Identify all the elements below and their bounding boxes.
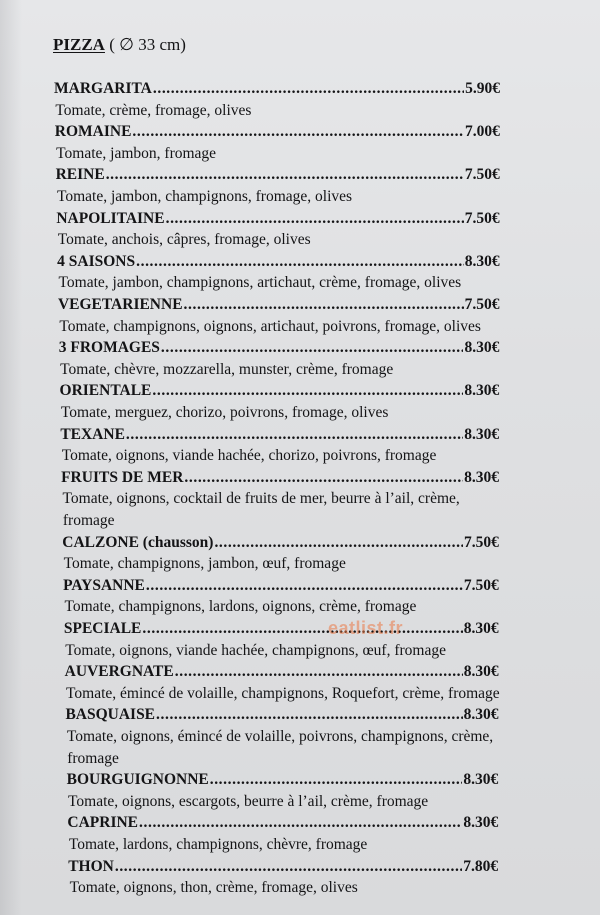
menu-item-romaine — [55, 121, 500, 143]
dot-leader — [184, 294, 464, 316]
item-name: NAPOLITAINE — [56, 209, 165, 227]
item-description: fromage — [62, 512, 115, 529]
item-price: 7.80€ — [463, 857, 499, 875]
item-description: Tomate, jambon, champignons, artichaut, crème, fromage, olives — [58, 274, 462, 292]
dot-leader — [153, 78, 464, 100]
item-name: REINE — [55, 166, 105, 184]
menu-item-caprine — [67, 812, 498, 834]
item-name: BOURGUIGNONNE — [66, 771, 209, 789]
menu-item-vegetarienne — [58, 294, 500, 316]
item-name: TEXANE — [60, 425, 125, 443]
dot-leader — [152, 380, 463, 402]
menu-item-margarita — [54, 78, 500, 100]
item-name: ROMAINE — [54, 123, 132, 141]
dot-leader — [146, 575, 463, 597]
item-description: Tomate, crème, fromage, olives — [55, 101, 252, 119]
item-description: Tomate, lardons, champignons, chèvre, fromage — [68, 836, 368, 853]
item-price: 8.30€ — [464, 425, 500, 443]
menu-item-calzone-chausson — [62, 532, 499, 554]
item-price: 8.30€ — [464, 468, 500, 486]
section-header — [53, 34, 186, 56]
menu-item-3-fromages — [59, 337, 500, 359]
item-price: 7.00€ — [465, 123, 500, 141]
item-price: 7.50€ — [464, 166, 500, 184]
item-name: SPECIALE — [63, 620, 142, 637]
dot-leader — [136, 251, 464, 273]
item-description: Tomate, oignons, viande hachée, chorizo, poivrons, fromage — [61, 447, 437, 465]
page-shadow — [0, 0, 22, 915]
dot-leader — [166, 208, 464, 230]
item-description: Tomate, oignons, cocktail de fruits de mer, beurre à l’ail, crème, — [62, 490, 460, 508]
dot-leader — [156, 704, 463, 726]
item-description: Tomate, émincé de volaille, champignons, Roquefort, crème, fromage — [66, 684, 500, 702]
dot-leader — [139, 812, 462, 834]
item-description: Tomate, chèvre, mozzarella, munster, crème, fromage — [60, 360, 394, 378]
menu-item-napolitaine — [56, 208, 499, 230]
section-subtitle: ( ∅ 33 cm) — [104, 35, 186, 54]
dot-leader — [126, 424, 463, 446]
item-price: 7.50€ — [464, 533, 499, 551]
item-name: CAPRINE — [67, 814, 139, 832]
item-price: 8.30€ — [464, 382, 500, 400]
item-price: 8.30€ — [464, 252, 500, 270]
item-description: Tomate, champignons, oignons, artichaut, poivrons, fromage, olives — [59, 317, 481, 335]
item-description: Tomate, merguez, chorizo, poivrons, fromage, olives — [60, 404, 389, 421]
dot-leader — [115, 856, 462, 878]
menu-item-basquaise — [65, 704, 498, 726]
item-price: 8.30€ — [463, 663, 499, 681]
item-description: Tomate, jambon, fromage — [56, 144, 217, 162]
item-price: 8.30€ — [463, 771, 499, 789]
menu-item-speciale — [64, 618, 499, 640]
dot-leader — [132, 121, 464, 143]
menu-item-thon — [68, 856, 498, 878]
menu-item-bourguignonne — [67, 769, 499, 791]
dot-leader — [175, 661, 463, 683]
item-description: Tomate, oignons, thon, crème, fromage, olives — [69, 879, 358, 897]
item-price: 8.30€ — [463, 620, 499, 637]
item-name: AUVERGNATE — [64, 663, 174, 681]
item-description: Tomate, oignons, émincé de volaille, poivrons, champignons, crème, — [66, 728, 494, 745]
item-price: 8.30€ — [463, 706, 499, 724]
item-description: Tomate, champignons, lardons, oignons, crème, fromage — [64, 598, 417, 616]
menu-item-orientale — [60, 380, 500, 402]
item-name: 4 SAISONS — [57, 252, 136, 270]
menu-item-texane — [60, 424, 499, 446]
item-price: 5.90€ — [465, 80, 500, 97]
item-name: CALZONE (chausson) — [62, 533, 214, 551]
dot-leader — [214, 532, 463, 554]
item-price: 8.30€ — [464, 339, 500, 357]
item-description: Tomate, jambon, champignons, fromage, olives — [56, 188, 353, 205]
item-price: 7.50€ — [464, 296, 500, 313]
menu-item-fruits-de-mer — [61, 467, 499, 489]
watermark-logo: eatlist.fr — [328, 618, 404, 638]
dot-leader — [184, 467, 463, 489]
item-description: Tomate, oignons, viande hachée, champignons, œuf, fromage — [65, 641, 446, 659]
item-name: MARGARITA — [54, 80, 152, 97]
menu-item-auvergnate — [65, 661, 499, 683]
item-description: fromage — [67, 749, 119, 767]
dot-leader — [142, 618, 462, 640]
item-name: ORIENTALE — [59, 382, 152, 400]
section-title: PIZZA — [53, 35, 105, 54]
item-name: 3 FROMAGES — [58, 339, 160, 357]
item-price: 8.30€ — [463, 814, 499, 832]
item-name: THON — [68, 857, 114, 875]
item-name: FRUITS DE MER — [61, 468, 184, 486]
menu-item-4-saisons — [57, 251, 499, 273]
item-name: BASQUAISE — [65, 706, 156, 724]
menu-item-reine — [56, 164, 500, 186]
item-description: Tomate, anchois, câpres, fromage, olives — [57, 231, 311, 249]
item-price: 7.50€ — [464, 209, 500, 227]
item-name: VEGETARIENNE — [57, 296, 183, 313]
item-name: PAYSANNE — [63, 576, 145, 594]
item-price: 7.50€ — [463, 576, 499, 594]
dot-leader — [106, 164, 464, 186]
menu-item-paysanne — [63, 575, 499, 597]
dot-leader — [210, 769, 463, 791]
item-description: Tomate, oignons, escargots, beurre à l’ail, crème, fromage — [68, 792, 429, 810]
item-description: Tomate, champignons, jambon, œuf, fromage — [63, 555, 346, 573]
dot-leader — [161, 337, 464, 359]
